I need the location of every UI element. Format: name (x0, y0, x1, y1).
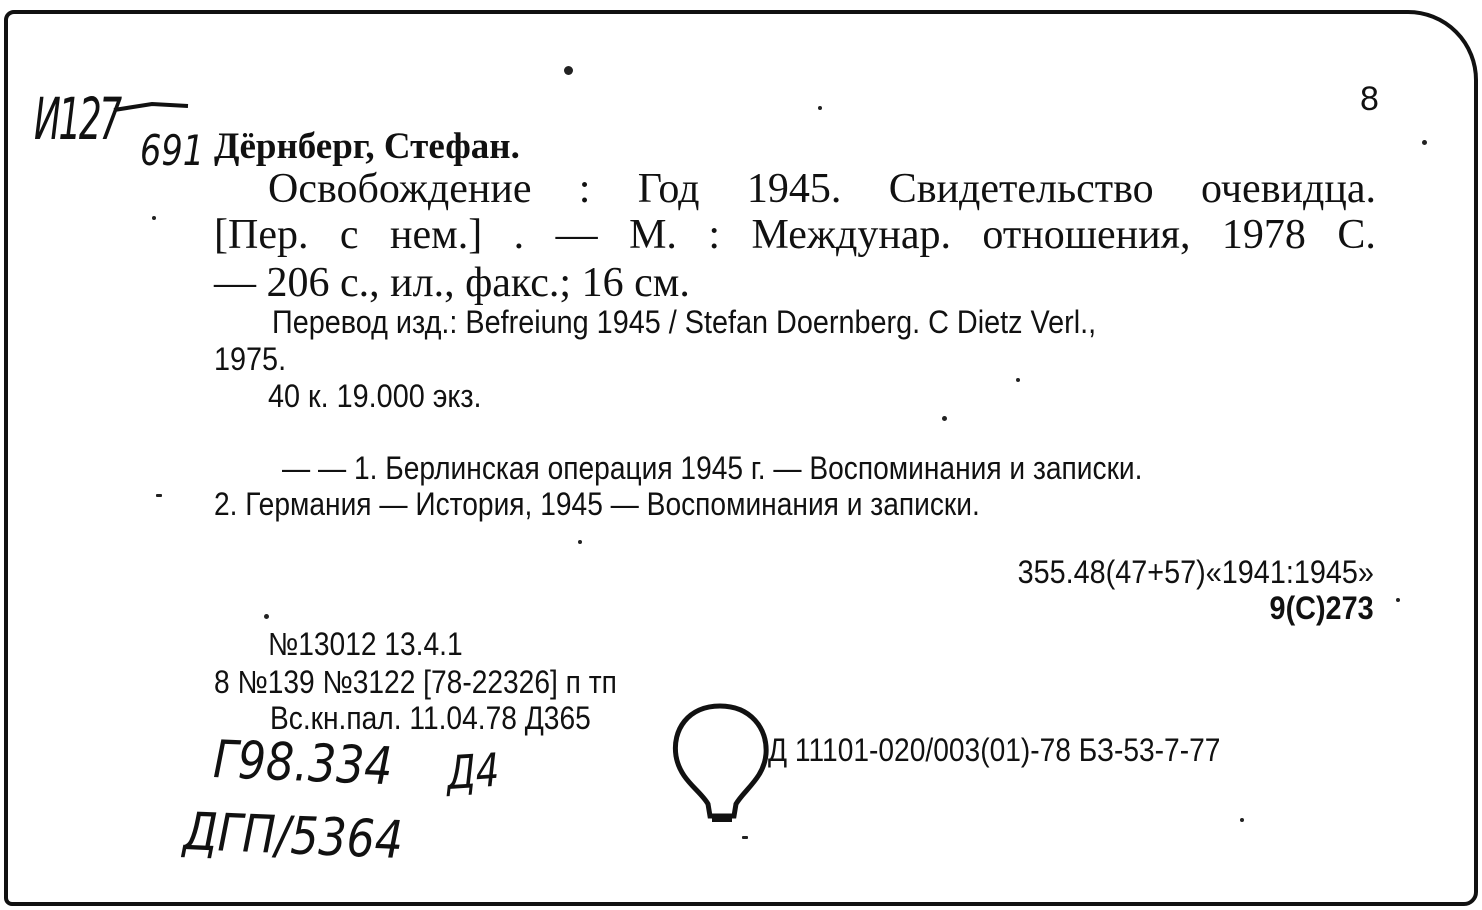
scan-speck (742, 836, 748, 839)
order-number: №13012 13.4.1 (268, 626, 463, 662)
scan-speck (1240, 818, 1244, 822)
imprint-line (214, 214, 1376, 256)
imprint-word: отношения, (982, 212, 1191, 258)
collation-line: — 206 с., ил., факс.; 16 см. (214, 260, 690, 306)
scan-speck (942, 416, 947, 421)
imprint-word: [Пер. (214, 212, 309, 258)
bbk-number: 9(С)273 (1269, 590, 1374, 626)
imprint-word: 1978 (1221, 212, 1306, 258)
title-line (268, 168, 1376, 210)
book-chamber-registry: Вс.кн.пал. 11.04.78 Д365 (270, 700, 591, 736)
subject-headings-line2: 2. Германия — История, 1945 — Воспоминания и записки. (214, 486, 980, 522)
handwritten-number-2: ДГП/5364 (182, 802, 404, 871)
card-page-number: 8 (1360, 80, 1379, 118)
shelfmark-fraction-line (112, 96, 192, 116)
handwritten-number-1: Г98.334 (212, 730, 394, 798)
punch-hole-icon (664, 700, 776, 830)
handwritten-shelfmark: И127 (34, 85, 120, 153)
imprint-word: С. (1337, 212, 1376, 258)
handwritten-shelfmark-sub: 691 (140, 126, 205, 175)
scan-speck (1422, 140, 1427, 145)
scan-speck (152, 216, 156, 220)
title-word: Свидетельство (888, 166, 1154, 212)
imprint-word: : (708, 212, 721, 258)
imprint-word: Междунар. (751, 212, 951, 258)
imprint-word: М. (629, 212, 677, 258)
title-word: Освобождение (268, 166, 532, 212)
imprint-word: . (513, 212, 525, 258)
title-word: : (578, 166, 591, 212)
scan-speck (156, 494, 162, 497)
scan-speck (1016, 378, 1020, 382)
imprint-word: нем.] (390, 212, 483, 258)
original-edition-note-cont: 1975. (214, 341, 287, 377)
title-word: очевидца. (1201, 166, 1376, 212)
scan-speck (264, 614, 269, 619)
scan-speck (564, 66, 573, 75)
author-heading: Дёрнберг, Стефан. (214, 126, 520, 167)
scan-speck (818, 106, 822, 110)
title-word: Год (637, 166, 700, 212)
handwritten-number-1-suffix: Д4 (445, 742, 501, 800)
scan-speck (1396, 598, 1400, 602)
price-print-run: 40 к. 19.000 экз. (268, 378, 482, 414)
title-word: 1945. (746, 166, 842, 212)
index-code: Д 11101-020/003(01)-78 БЗ-53-7-77 (768, 732, 1221, 768)
imprint-word: с (339, 212, 359, 258)
original-edition-note: Перевод изд.: Befreiung 1945 / Stefan Doernberg. С Dietz Verl., (272, 304, 1097, 340)
scan-speck (578, 540, 582, 544)
imprint-word: — (555, 212, 598, 258)
subject-headings-line1: — — 1. Берлинская операция 1945 г. — Воспоминания и записки. (282, 450, 1143, 486)
order-details: 8 №139 №3122 [78-22326] п тп (214, 664, 617, 700)
udc-number: 355.48(47+57)«1941:1945» (1017, 554, 1374, 590)
